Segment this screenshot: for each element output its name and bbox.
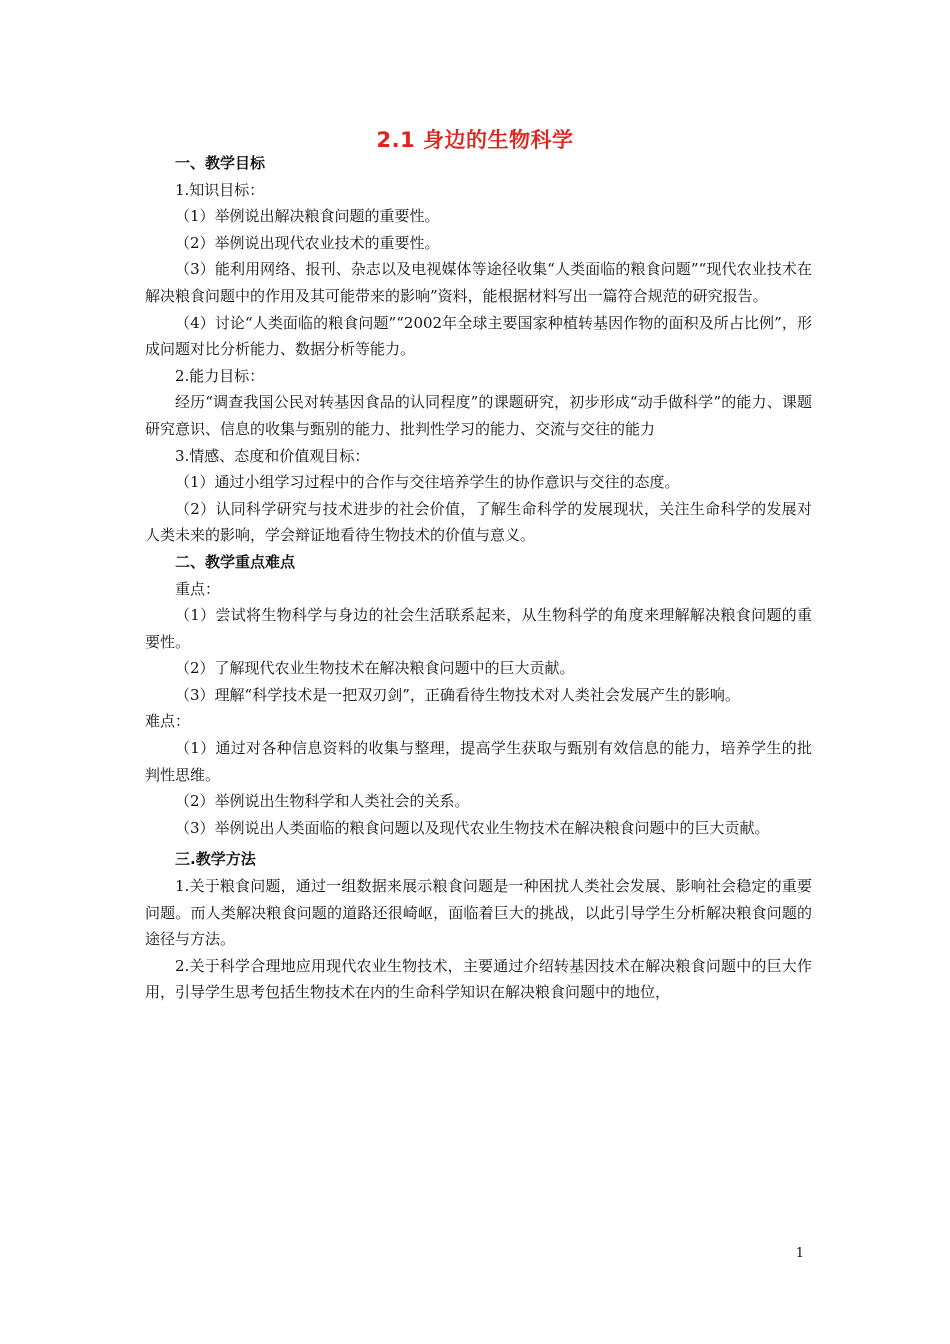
section-heading-methods: 三.教学方法 bbox=[175, 850, 256, 869]
emotion-goal-1: （1）通过小组学习过程中的合作与交往培养学生的协作意识与交往的态度。 bbox=[175, 473, 680, 492]
document-body bbox=[145, 150, 812, 1006]
knowledge-goal-3: （3）能利用网络、报刊、杂志以及电视媒体等途径收集“人类面临的粮食问题”“现代农业技术在解决粮食问题中的作用及其可能带来的影响”资料，能根据材料写出一篇符合规范的研究报告。 bbox=[145, 260, 812, 305]
difficulty-label: 难点： bbox=[145, 712, 191, 731]
key-point-2: （2）了解现代农业生物技术在解决粮食问题中的巨大贡献。 bbox=[175, 659, 575, 678]
method-2: 2.关于科学合理地应用现代农业生物技术，主要通过介绍转基因技术在解决粮食问题中的巨大作用，引导学生思考包括生物技术在内的生命科学知识在解决粮食问题中的地位， bbox=[145, 956, 812, 1002]
key-point-3: （3）理解“科学技术是一把双刃剑”，正确看待生物技术对人类社会发展产生的影响。 bbox=[175, 685, 740, 704]
difficulty-3: （3）举例说出人类面临的粮食问题以及现代农业生物技术在解决粮食问题中的巨大贡献。 bbox=[175, 818, 770, 837]
page-title: 2.1 身边的生物科学 bbox=[376, 128, 574, 152]
knowledge-goal-label: 1.知识目标： bbox=[175, 180, 265, 199]
emotion-goal-2: （2）认同科学研究与技术进步的社会价值，了解生命科学的发展现状，关注生命科学的发展对人类未来的影响，学会辩证地看待生物技术的价值与意义。 bbox=[145, 499, 812, 545]
difficulty-2: （2）举例说出生物科学和人类社会的关系。 bbox=[175, 792, 470, 811]
knowledge-goal-2: （2）举例说出现代农业技术的重要性。 bbox=[175, 233, 440, 252]
key-label: 重点： bbox=[175, 579, 221, 598]
ability-goal-1: 经历“调查我国公民对转基因食品的认同程度”的课题研究，初步形成“动手做科学”的能力、课题研究意识、信息的收集与甄别的能力、批判性学习的能力、交流与交往的能力 bbox=[145, 393, 812, 438]
section-heading-key-points: 二、教学重点难点 bbox=[175, 552, 296, 571]
difficulty-1: （1）通过对各种信息资料的收集与整理，提高学生获取与甄别有效信息的能力，培养学生的批判性思维。 bbox=[145, 739, 812, 784]
emotion-goal-label: 3.情感、态度和价值观目标： bbox=[175, 446, 370, 465]
ability-goal-label: 2.能力目标： bbox=[175, 366, 265, 385]
method-1: 1.关于粮食问题，通过一组数据来展示粮食问题是一种困扰人类社会发展、影响社会稳定的重要问题。而人类解决粮食问题的道路还很崎岖，面临着巨大的挑战，以此引导学生分析解决粮食问题的途径与方法。 bbox=[145, 877, 812, 949]
knowledge-goal-1: （1）举例说出解决粮食问题的重要性。 bbox=[175, 207, 440, 226]
section-heading-objectives: 一、教学目标 bbox=[175, 154, 266, 172]
page-number: 1 bbox=[795, 1246, 804, 1261]
knowledge-goal-4: （4）讨论“人类面临的粮食问题”“2002年全球主要国家种植转基因作物的面积及所占比例”，形成问题对比分析能力、数据分析等能力。 bbox=[145, 313, 812, 359]
key-point-1: （1）尝试将生物科学与身边的社会生活联系起来，从生物科学的角度来理解解决粮食问题的重要性。 bbox=[145, 606, 812, 651]
